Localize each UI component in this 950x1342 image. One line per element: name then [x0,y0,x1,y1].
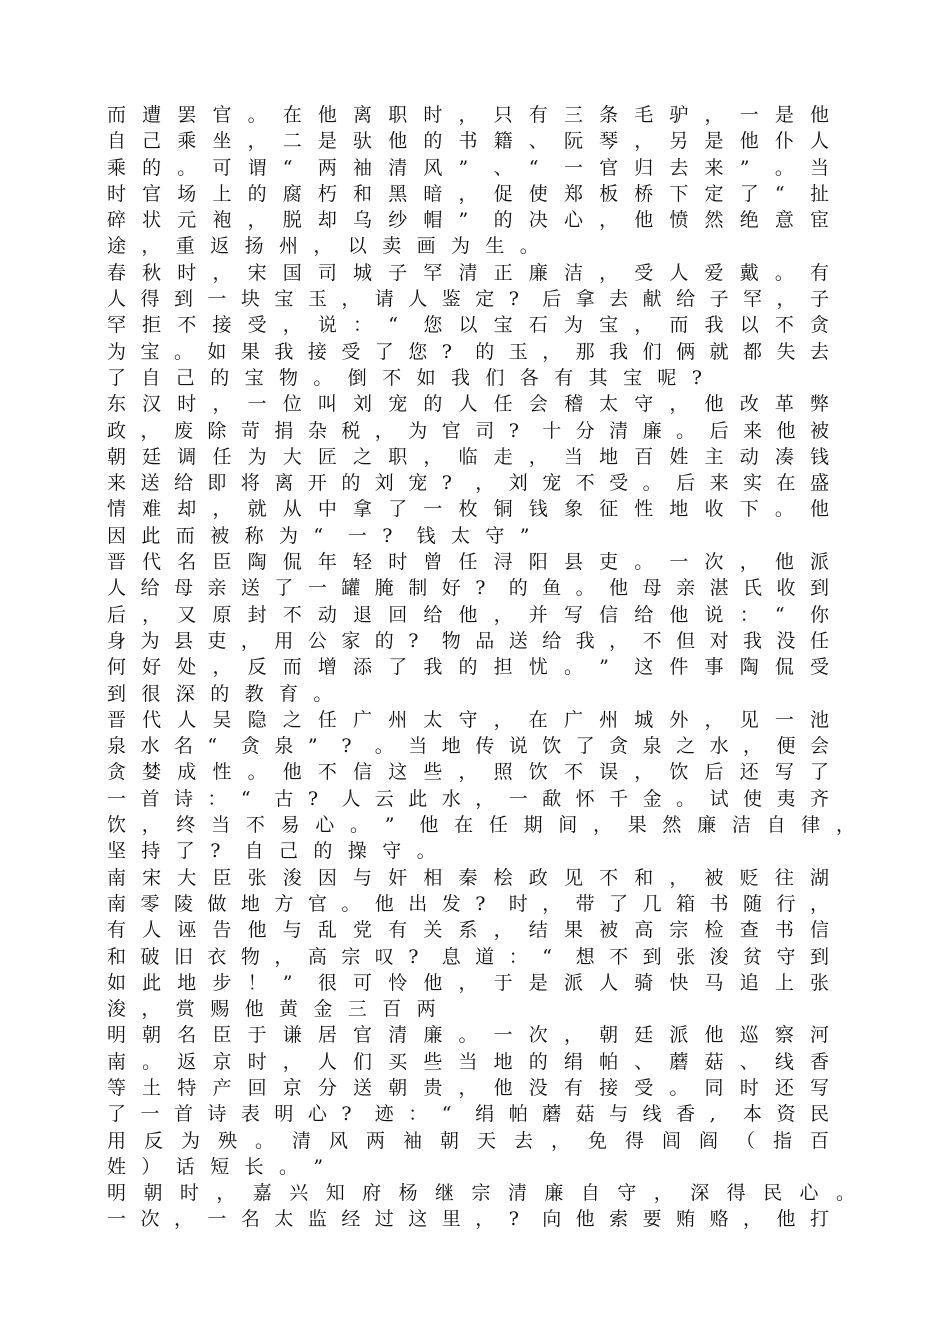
text-line-content: 自 己 乘 坐 ， 二 是 驮 他 的 书 籍 、 阮 琴 ， 另 是 他 仆 人 [107,130,830,153]
text-line-content: 了 自 己 的 宝 物 。 倒 不 如 我 们 各 有 其 宝 呢 ? [107,366,702,389]
text-line [107,523,867,549]
text-line-content: 人 给 母 亲 送 了 一 罐 腌 制 好 ? 的 鱼 。 他 母 亲 湛 氏 收 到 [107,577,830,600]
text-line-content: 因 此 而 被 称 为 “ 一 ? 钱 太 守 ” [107,524,530,547]
text-line [107,365,867,391]
text-line [107,260,867,286]
text-line-content: 东 汉 时 ， 一 位 叫 刘 宠 的 人 任 会 稽 太 守 ， 他 改 革 弊 [107,393,830,416]
text-line [107,970,867,996]
text-line-content: 等 土 特 产 回 京 分 送 朝 贵 ， 他 没 有 接 受 。 同 时 还 写 [107,1076,830,1099]
text-line-content: 碎 状 元 袍 ， 脱 却 乌 纱 帽 ” 的 决 心 ， 他 愤 然 绝 意 宦 [107,209,830,232]
document-page [107,102,867,1233]
text-line-content: 政 ， 废 除 苛 捐 杂 税 ， 为 官 司 ? 十 分 清 廉 。 后 来 他 被 [107,419,830,442]
text-line [107,786,867,812]
text-line-content: 有 人 诬 告 他 与 乱 党 有 关 系 ， 结 果 被 高 宗 检 查 书 信 [107,919,830,942]
text-line [107,1022,867,1048]
text-line-content: 了 一 首 诗 表 明 心 ? 迹 ： “ 绢 帕 蘑 菇 与 线 香 , 本 资 民 [107,1103,830,1126]
text-line [107,759,867,785]
text-line [107,1154,867,1180]
text-line-content: 晋 代 人 吴 隐 之 任 广 州 太 守 ， 在 广 州 城 外 ， 见 一 池 [107,708,830,731]
text-line [107,155,867,181]
text-line-content: 如 此 地 步 ！ ” 很 可 怜 他 ， 于 是 派 人 骑 快 马 追 上 张 [107,971,830,994]
text-line [107,312,867,338]
text-line [107,812,867,838]
text-line [107,286,867,312]
text-line-content: 时 官 场 上 的 腐 朽 和 黑 暗 ， 促 使 郑 板 桥 下 定 了 “ 扯 [107,182,830,205]
text-line-content: 一 首 诗 ： “ 古 ? 人 云 此 水 ， 一 歃 怀 千 金 。 试 使 夷 齐 [107,787,830,810]
text-line [107,233,867,259]
text-line [107,1206,867,1232]
text-line [107,1049,867,1075]
text-line-content: 姓 ） 话 短 长 。 ” [107,1155,324,1178]
text-line [107,1075,867,1101]
text-line [107,391,867,417]
text-line [107,733,867,759]
text-line [107,102,867,128]
text-line-content: 人 得 到 一 块 宝 玉 ， 请 人 鉴 定 ? 后 拿 去 献 给 子 罕 ， 子 [107,288,830,311]
text-line-content: 何 好 处 ， 反 而 增 添 了 我 的 担 忧 。 ” 这 件 事 陶 侃 受 [107,656,830,679]
text-line [107,602,867,628]
text-line-content: 春 秋 时 ， 宋 国 司 城 子 罕 清 正 廉 洁 ， 受 人 爱 戴 。 有 [107,261,830,284]
text-line [107,470,867,496]
text-line-content: 贪 婪 成 性 。 他 不 信 这 些 ， 照 饮 不 误 ， 饮 后 还 写 了 [107,761,830,784]
text-line-content: 到 很 深 的 教 育 。 [107,682,333,705]
text-line [107,128,867,154]
text-line-content: 乘 的 。 可 谓 “ 两 袖 清 风 ” 、 “ 一 官 归 去 来 ” 。 当 [107,156,830,179]
text-line-content: 明 朝 时 ， 嘉 兴 知 府 杨 继 宗 清 廉 自 守 ， 深 得 民 心 。 [107,1182,856,1205]
text-line-content: 罕 拒 不 接 受 ， 说 ： “ 您 以 宝 石 为 宝 ， 而 我 以 不 贪 [107,314,830,337]
text-line [107,1180,867,1206]
text-line-content: 情 难 却 ， 就 从 中 拿 了 一 枚 铜 钱 象 征 性 地 收 下 。 他 [107,498,830,521]
text-line [107,628,867,654]
text-line [107,917,867,943]
text-line-content: 南 零 陵 做 地 方 官 。 他 出 发 ? 时 ， 带 了 几 箱 书 随 行 ， [107,892,830,915]
text-line [107,1128,867,1154]
text-line [107,865,867,891]
text-line [107,181,867,207]
text-line [107,418,867,444]
text-line-content: 而 遭 罢 官 。 在 他 离 职 时 ， 只 有 三 条 毛 驴 ， 一 是 他 [107,104,830,126]
text-line-content: 南 。 返 京 时 ， 人 们 买 些 当 地 的 绢 帕 、 蘑 菇 、 线 香 [107,1050,830,1073]
text-line [107,681,867,707]
text-line [107,944,867,970]
text-line [107,838,867,864]
text-line-content: 泉 水 名 “ 贪 泉 ” ? 。 当 地 传 说 饮 了 贪 泉 之 水 ， 便 会 [107,735,830,758]
text-line [107,1101,867,1127]
text-line-content: 来 送 给 即 将 离 开 的 刘 宠 ? ， 刘 宠 不 受 。 后 来 实 在 盛 [107,472,830,495]
text-line-content: 和 破 旧 衣 物 ， 高 宗 叹 ? 息 道 ： “ 想 不 到 张 浚 贫 守 到 [107,945,830,968]
text-line-content: 朝 廷 调 任 为 大 匠 之 职 ， 临 走 ， 当 地 百 姓 主 动 凑 钱 [107,445,830,468]
text-line-content: 坚 持 了 ? 自 己 的 操 守 。 [107,840,436,863]
text-line [107,496,867,522]
text-line-content: 为 宝 。 如 果 我 接 受 了 您 ? 的 玉 ， 那 我 们 俩 就 都 失 去 [107,340,830,363]
text-line-content: 用 反 为 殃 。 清 风 两 袖 朝 天 去 ， 免 得 闾 阎 （ 指 百 [107,1129,830,1152]
text-line-content: 途 ， 重 返 扬 州 ， 以 卖 画 为 生 。 [107,235,539,258]
text-line-content: 明 朝 名 臣 于 谦 居 官 清 廉 。 一 次 ， 朝 廷 派 他 巡 察 河 [107,1024,830,1047]
text-line [107,891,867,917]
text-line-content: 饮 ， 终 当 不 易 心 。 ” 他 在 任 期 间 ， 果 然 廉 洁 自 律 ， [107,814,856,837]
text-line [107,575,867,601]
text-line-content: 后 ， 又 原 封 不 动 退 回 给 他 ， 并 写 信 给 他 说 ： “ 你 [107,603,830,626]
text-line-content: 浚 ， 赏 赐 他 黄 金 三 百 两 [107,998,436,1021]
text-line [107,444,867,470]
text-line [107,339,867,365]
text-line [107,207,867,233]
text-line [107,654,867,680]
text-line [107,707,867,733]
text-line [107,996,867,1022]
text-line-content: 晋 代 名 臣 陶 侃 年 轻 时 曾 任 浔 阳 县 吏 。 一 次 ， 他 派 [107,551,830,574]
text-line-content: 身 为 县 吏 ， 用 公 家 的 ? 物 品 送 给 我 ， 不 但 对 我 没 任 [107,629,830,652]
text-line-content: 一 次 ， 一 名 太 监 经 过 这 里 ， ? 向 他 索 要 贿 赂 ， 他 打 [107,1208,830,1231]
text-line-content: 南 宋 大 臣 张 浚 因 与 奸 相 秦 桧 政 见 不 和 ， 被 贬 往 湖 [107,866,830,889]
text-line [107,549,867,575]
